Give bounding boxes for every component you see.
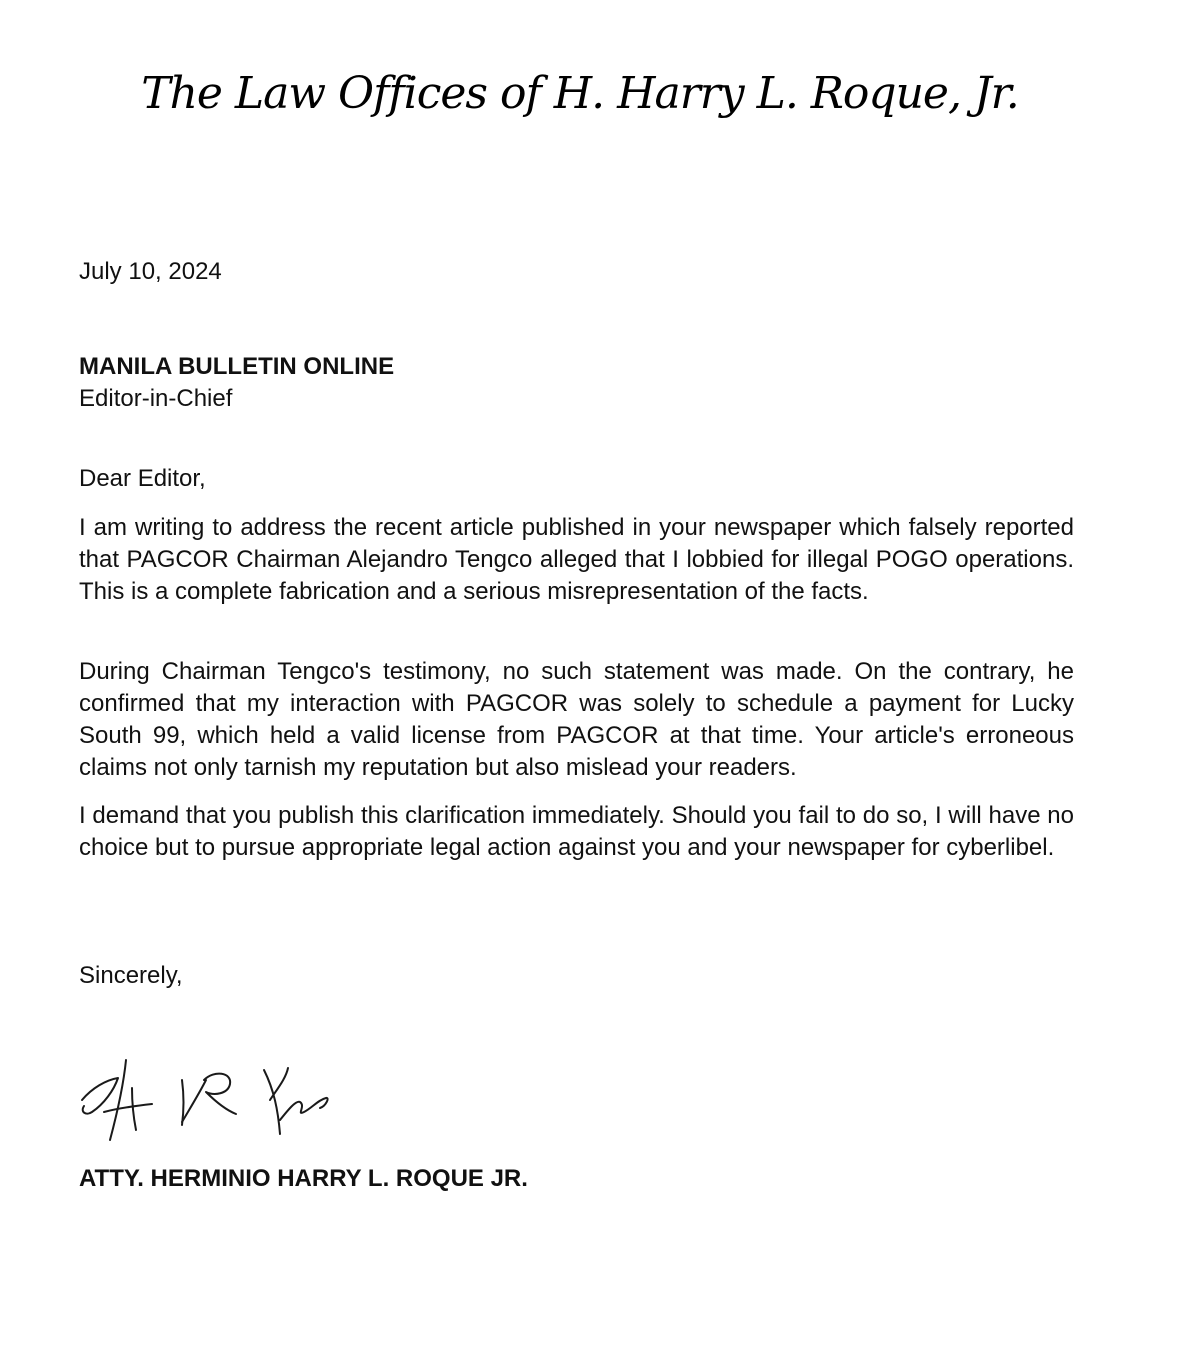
recipient-block [79,351,1074,415]
closing: Sincerely, [79,962,183,989]
body-paragraph-2: During Chairman Tengco's testimony, no such statement was made. On the contrary, he confirmed that my interaction with PAGCOR was solely to schedule a payment for Lucky South 99, which held a valid license from PAGCOR at that time. Your article's erroneous claims not only tarnish my reputation but also mislead your readers. [79,658,1074,781]
body-paragraph-3: I demand that you publish this clarification immediately. Should you fail to do so, I will have no choice but to pursue appropriate legal action against you and your newspaper for cyberlibel. [79,802,1074,861]
body-paragraph-1: I am writing to address the recent article published in your newspaper which falsely reported that PAGCOR Chairman Alejandro Tengco alleged that I lobbied for illegal POGO operations. This is a complete fabrication and a serious misrepresentation of the facts. [79,514,1074,605]
salutation: Dear Editor, [79,465,206,492]
handwritten-signature [74,1050,344,1150]
signer-name: ATTY. HERMINIO HARRY L. ROQUE JR. [79,1165,528,1192]
letter-date: July 10, 2024 [79,258,222,285]
recipient-position: Editor-in-Chief [79,385,233,412]
letterhead-title: The Law Offices of H. Harry L. Roque, Jr. [141,68,1019,119]
recipient-organization: MANILA BULLETIN ONLINE [79,353,395,380]
